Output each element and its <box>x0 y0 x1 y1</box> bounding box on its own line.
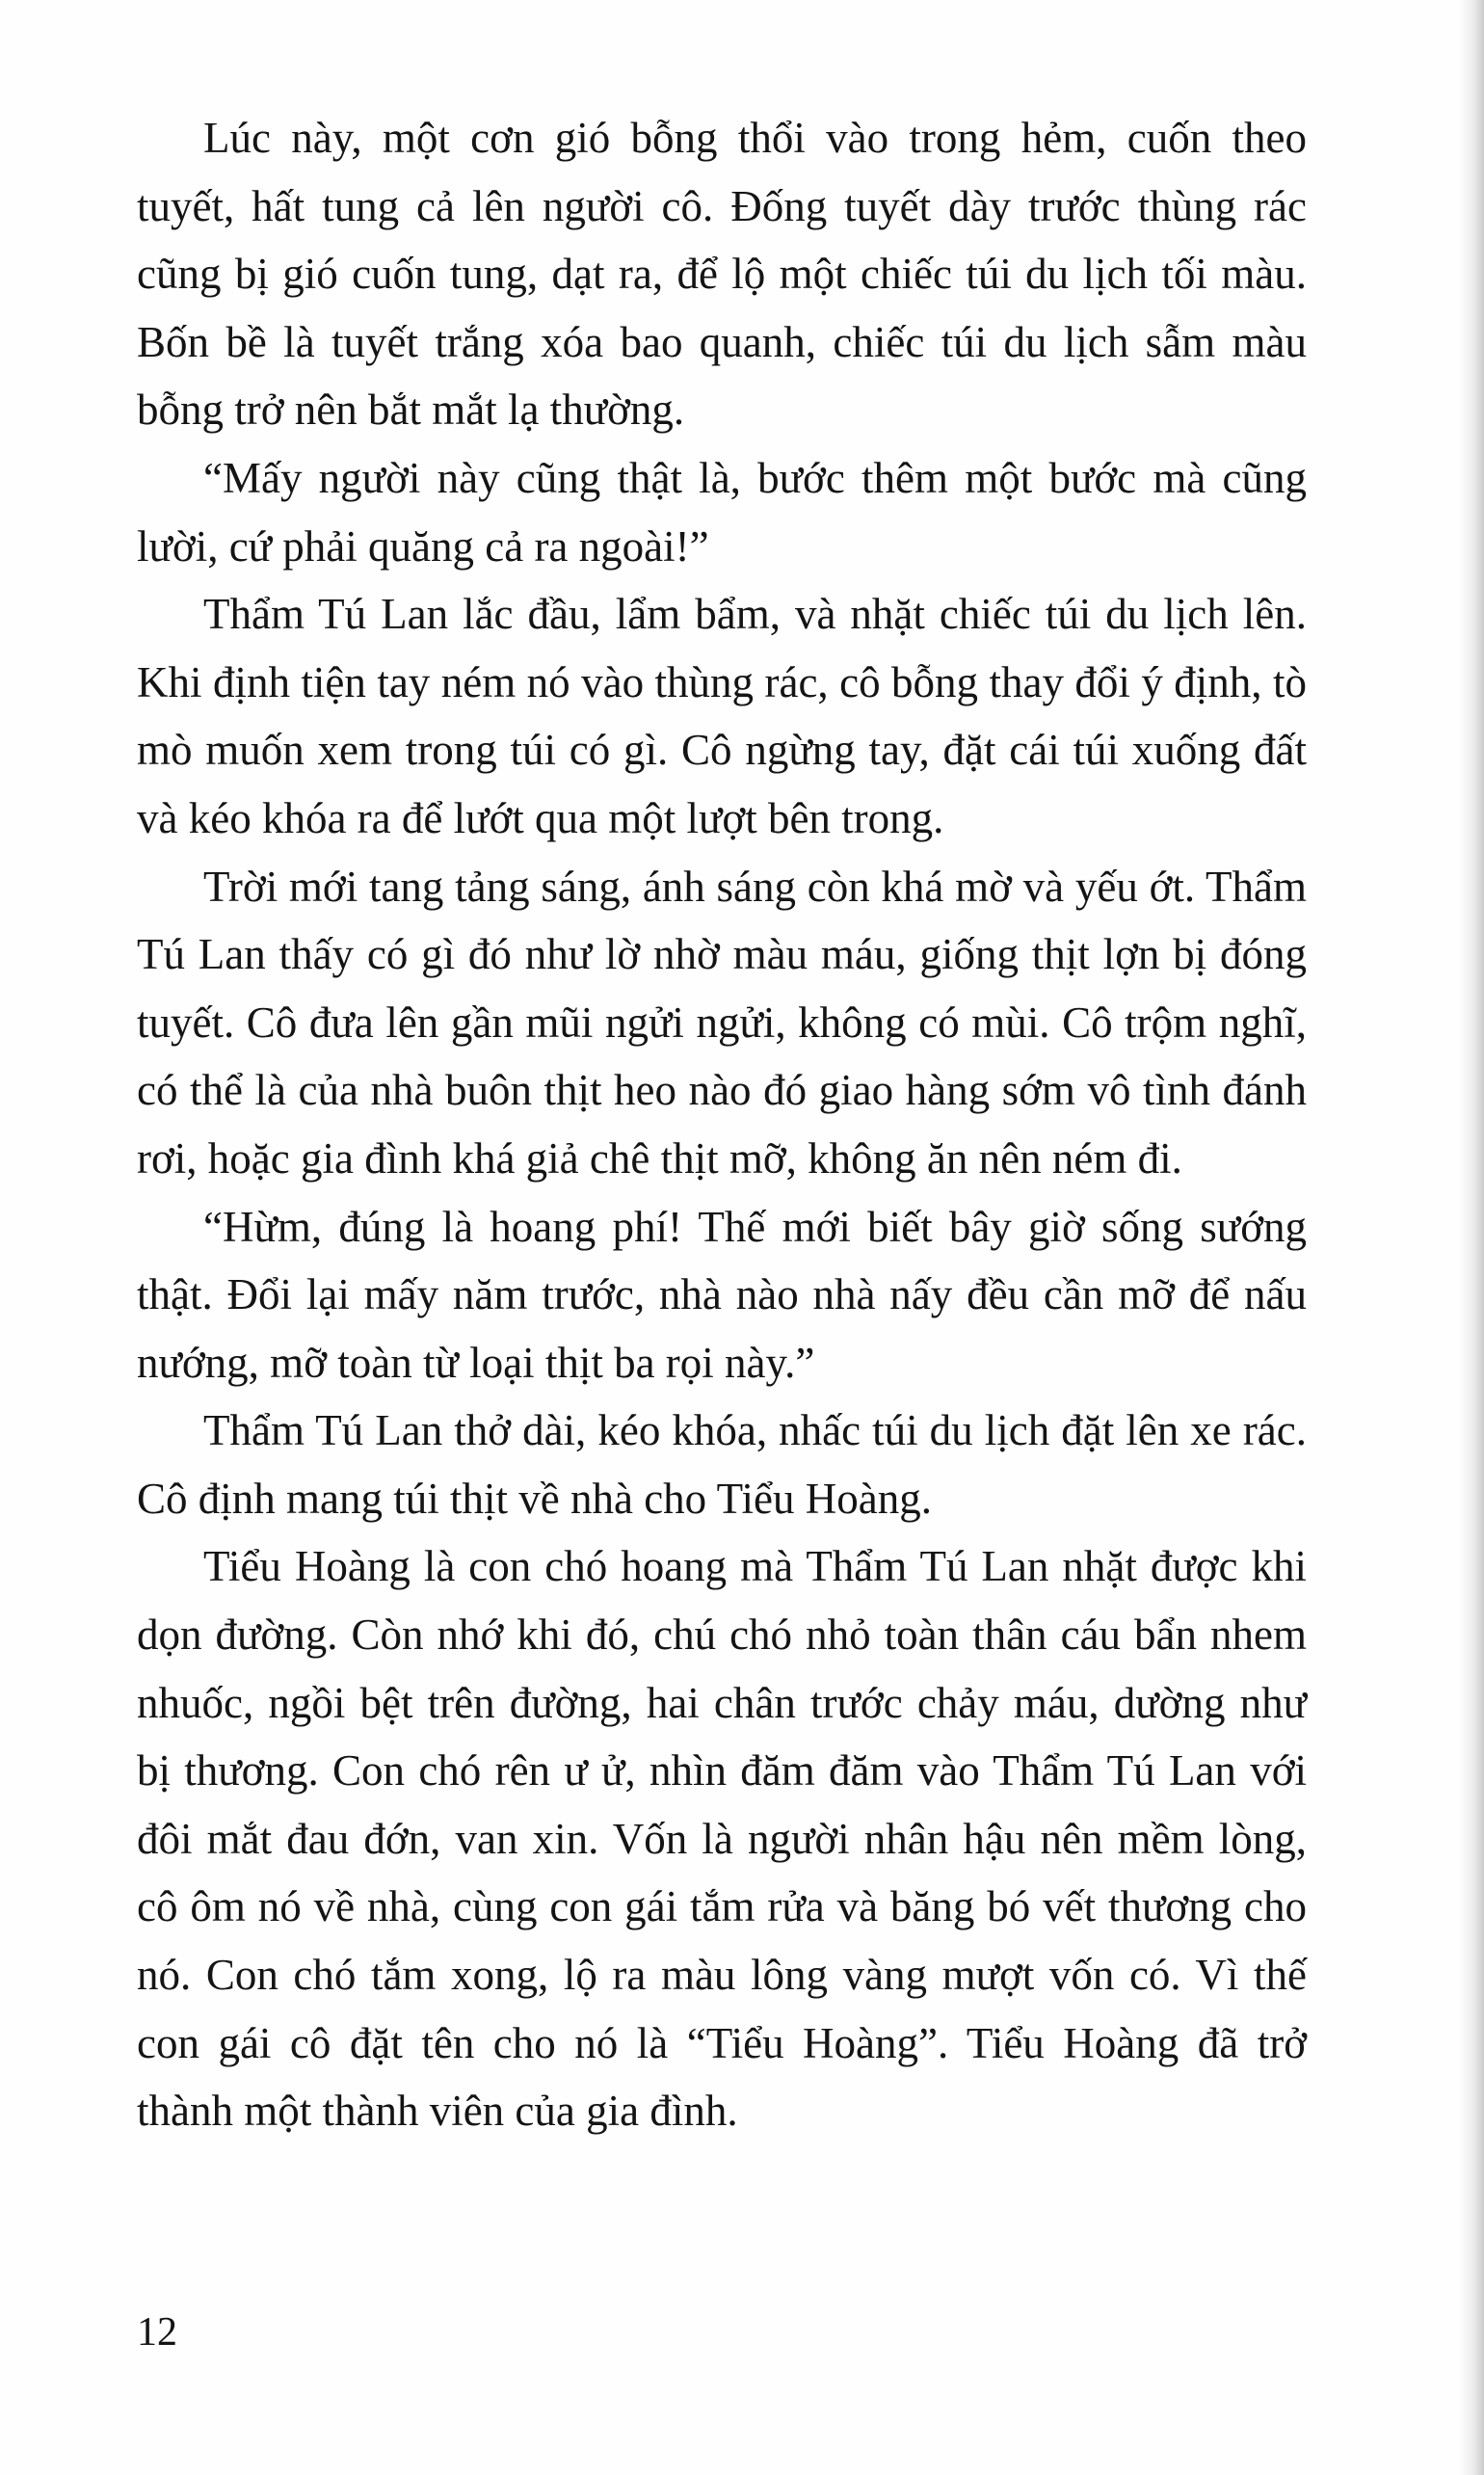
paragraph-7: Tiểu Hoàng là con chó hoang mà Thẩm Tú Lan nhặt được khi dọn đường. Còn nhớ khi đó, chú chó nhỏ toàn thân cáu bẩn nhem nhuốc, ngồi bệt trên đường, hai chân trước chảy máu, dường như bị thương. Con chó rên ư ử, nhìn đăm đăm vào Thẩm Tú Lan với đôi mắt đau đớn, van xin. Vốn là người nhân hậu nên mềm lòng, cô ôm nó về nhà, cùng con gái tắm rửa và băng bó vết thương cho nó. Con chó tắm xong, lộ ra màu lông vàng mượt vốn có. Vì thế con gái cô đặt tên cho nó là “Tiểu Hoàng”. Tiểu Hoàng đã trở thành một thành viên của gia đình. <box>137 1542 1307 2136</box>
page-number: 12 <box>137 2310 177 2355</box>
paragraph-5: “Hừm, đúng là hoang phí! Thế mới biết bây giờ sống sướng thật. Đổi lại mấy năm trước, nhà nào nhà nấy đều cần mỡ để nấu nướng, mỡ toàn từ loại thịt ba rọi này.” <box>137 1202 1307 1387</box>
body-text <box>137 104 1307 2145</box>
page-edge-shadow <box>1459 0 1484 2475</box>
paragraph-4: Trời mới tang tảng sáng, ánh sáng còn khá mờ và yếu ớt. Thẩm Tú Lan thấy có gì đó như lờ nhờ màu máu, giống thịt lợn bị đóng tuyết. Cô đưa lên gần mũi ngửi ngửi, không có mùi. Cô trộm nghĩ, có thể là của nhà buôn thịt heo nào đó giao hàng sớm vô tình đánh rơi, hoặc gia đình khá giả chê thịt mỡ, không ăn nên ném đi. <box>137 862 1307 1183</box>
paragraph-1: Lúc này, một cơn gió bỗng thổi vào trong hẻm, cuốn theo tuyết, hất tung cả lên người cô. Đống tuyết dày trước thùng rác cũng bị gió cuốn tung, dạt ra, để lộ một chiếc túi du lịch tối màu. Bốn bề là tuyết trắng xóa bao quanh, chiếc túi du lịch sẫm màu bỗng trở nên bắt mắt lạ thường. <box>137 114 1307 435</box>
paragraph-3: Thẩm Tú Lan lắc đầu, lẩm bẩm, và nhặt chiếc túi du lịch lên. Khi định tiện tay ném nó vào thùng rác, cô bỗng thay đổi ý định, tò mò muốn xem trong túi có gì. Cô ngừng tay, đặt cái túi xuống đất và kéo khóa ra để lướt qua một lượt bên trong. <box>137 590 1307 842</box>
paragraph-2: “Mấy người này cũng thật là, bước thêm một bước mà cũng lười, cứ phải quăng cả ra ngoài!” <box>137 453 1307 571</box>
paragraph-6: Thẩm Tú Lan thở dài, kéo khóa, nhấc túi du lịch đặt lên xe rác. Cô định mang túi thịt về nhà cho Tiểu Hoàng. <box>137 1406 1307 1523</box>
